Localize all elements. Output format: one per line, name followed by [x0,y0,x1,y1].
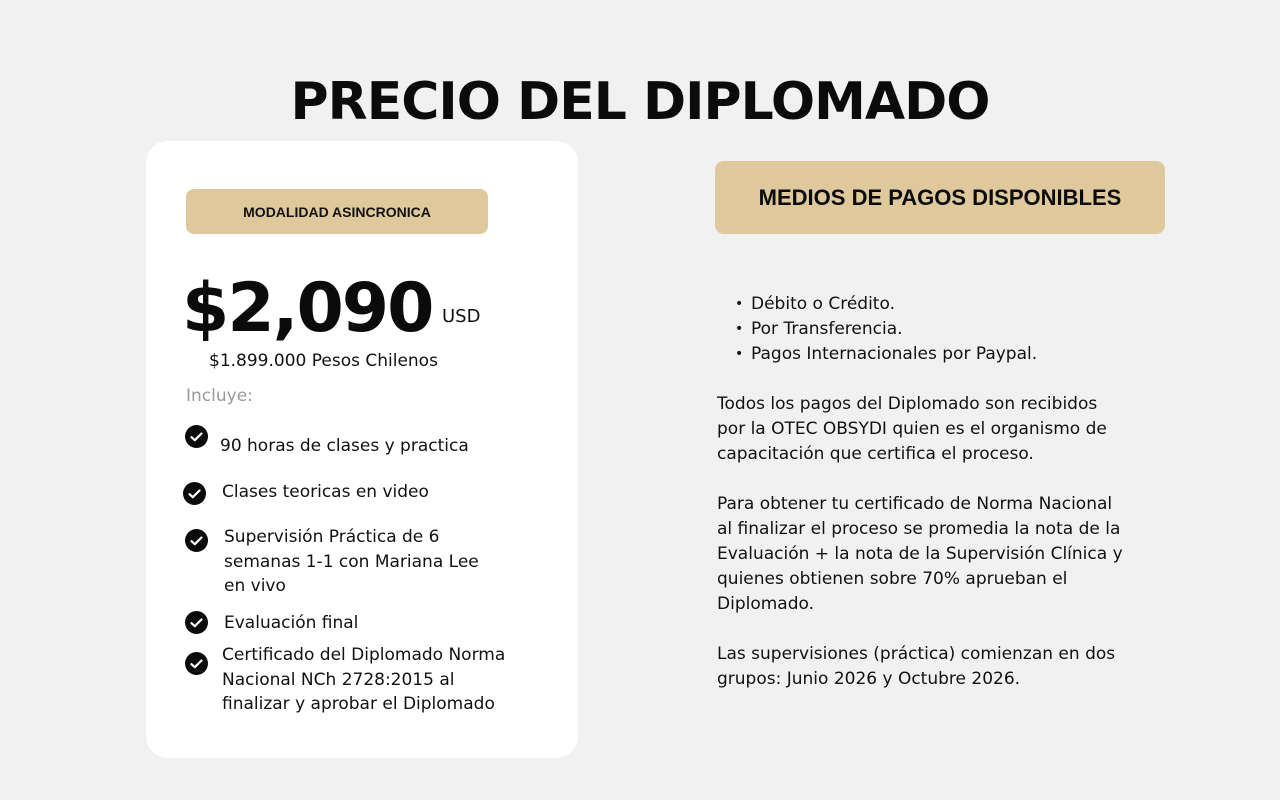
check-circle-icon [183,482,206,505]
feature-line: finalizar y aprobar el Diplomado [222,694,495,714]
feature-line: Nacional NCh 2728:2015 al [222,669,455,690]
check-circle-icon [185,652,208,675]
check-circle-icon [185,611,208,634]
paragraph-line: capacitación que certifica el proceso. [717,444,1034,464]
check-circle-icon [185,425,208,448]
paragraph-line: al finalizar el proceso se promedia la nota de la [717,519,1121,539]
feature-line: semanas 1-1 con Mariana Lee [224,551,479,572]
check-circle-icon [185,529,208,552]
paragraph-line: Todos los pagos del Diplomado son recibidos [717,394,1098,414]
list-item [733,292,1037,317]
price-card [146,141,578,758]
paragraph-line: por la OTEC OBSYDI quien es el organismo de [717,419,1107,439]
paragraph-line: grupos: Junio 2026 y Octubre 2026. [717,669,1021,689]
payment-method: Débito o Crédito. [751,294,895,314]
bullet-icon: • [735,321,744,337]
feature-line: Clases teoricas en video [222,482,429,502]
schedule-info-paragraph [717,642,1177,692]
paragraph-line: quienes obtienen sobre 70% aprueban el [717,569,1068,589]
bullet-icon: • [735,296,744,312]
feature-line: Evaluación final [224,613,359,633]
certificate-info-paragraph [717,492,1177,617]
payments-info-paragraph [717,392,1177,467]
payment-method: Por Transferencia. [751,319,903,339]
list-item [733,342,1037,367]
payment-method: Pagos Internacionales por Paypal. [751,344,1038,364]
feature-line: Supervisión Práctica de 6 [224,527,440,547]
bullet-icon: • [735,346,744,362]
paragraph-line: Para obtener tu certificado de Norma Nacional [717,494,1113,514]
paragraph-line: Las supervisiones (práctica) comienzan en dos [717,644,1116,664]
includes-label: Incluye: [186,386,253,406]
page-title: PRECIO DEL DIPLOMADO [290,72,990,132]
local-price: $1.899.000 Pesos Chilenos [209,351,438,371]
feature-line: Certificado del Diplomado Norma [222,645,506,665]
payment-methods-list [733,292,1037,367]
price-currency: USD [442,306,481,327]
paragraph-line: Evaluación + la nota de la Supervisión Clínica y [717,544,1123,564]
modality-badge: MODALIDAD ASINCRONICA [186,189,488,234]
list-item [733,317,1037,342]
feature-line: en vivo [224,576,286,596]
price-amount: $2,090 [182,269,433,348]
feature-line: 90 horas de clases y practica [220,436,469,456]
payments-header: MEDIOS DE PAGOS DISPONIBLES [715,161,1165,234]
paragraph-line: Diplomado. [717,594,815,614]
